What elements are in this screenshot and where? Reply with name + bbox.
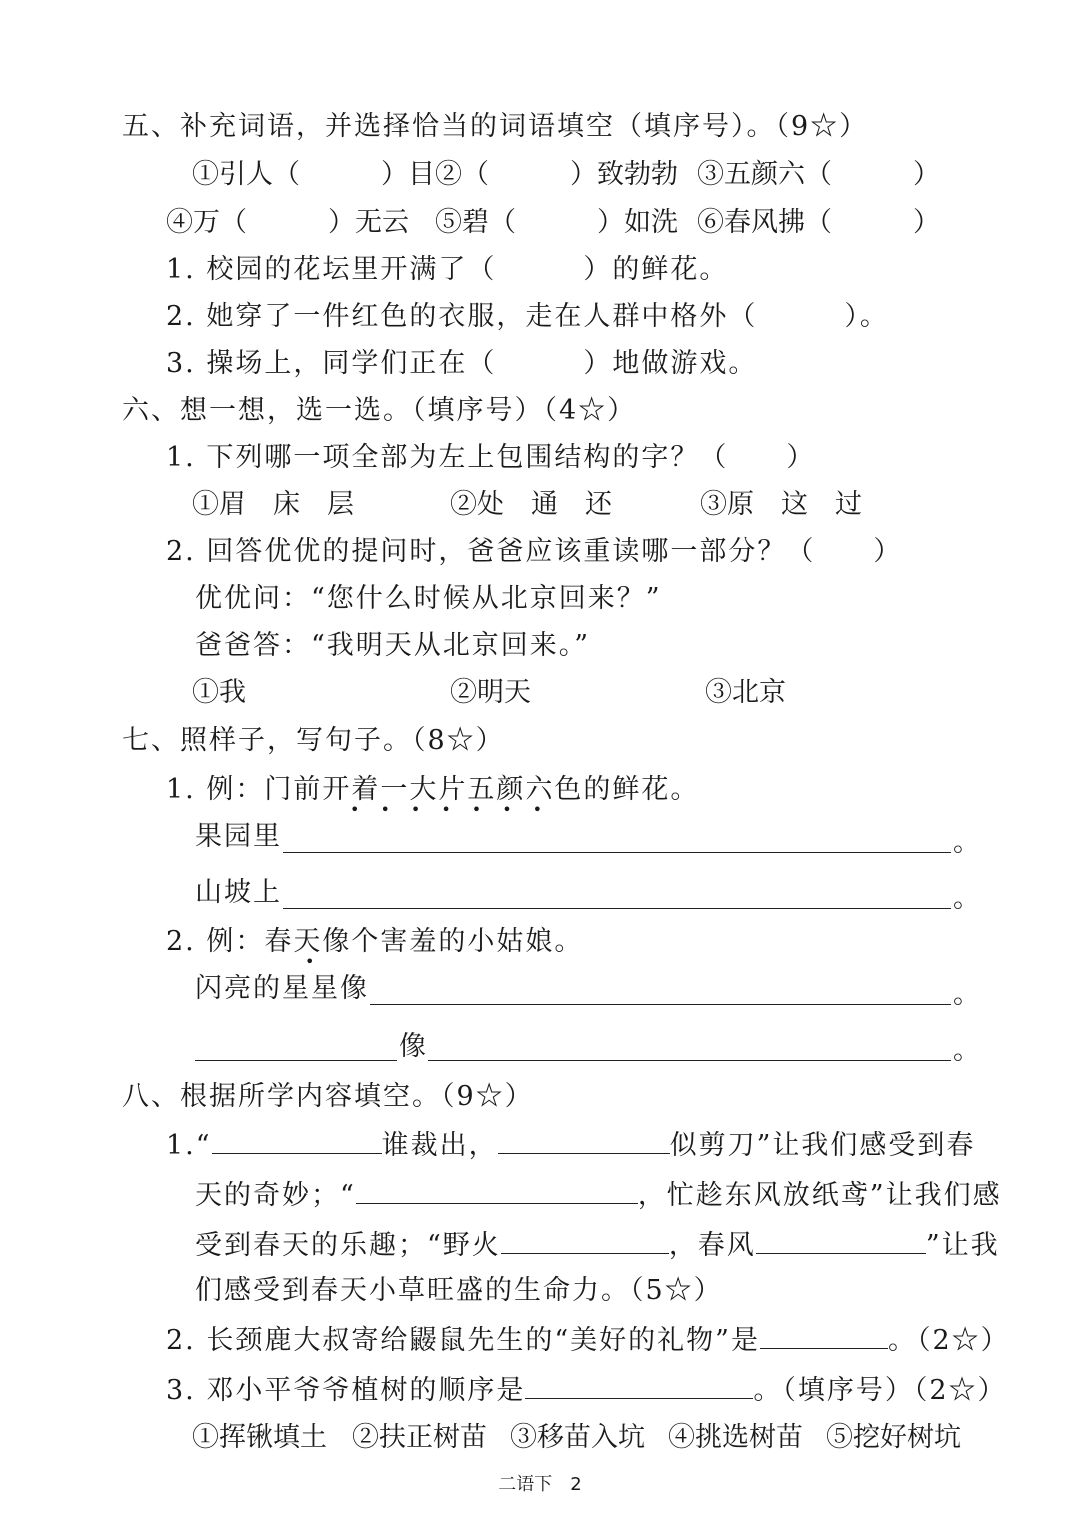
answer-blank[interactable] <box>498 1127 670 1154</box>
period: 。 <box>953 827 980 858</box>
answer-line[interactable] <box>370 1004 951 1005</box>
answer-line[interactable] <box>283 908 951 909</box>
section-8-title: 八、根据所学内容填空。（9☆） <box>122 1081 534 1112</box>
s5-question-3: 3. 操场上，同学们正在（ ）地做游戏。 <box>166 348 758 379</box>
answer-blank[interactable] <box>760 1322 888 1349</box>
s6-q2-option-3: ③北京 <box>705 677 786 708</box>
section-7-title: 七、照样子，写句子。（8☆） <box>122 725 505 756</box>
s7-prompt-hillside: 山坡上 <box>195 877 282 908</box>
s7-example-2: 2. 例：春天像个害羞的小姑娘。 <box>166 926 584 957</box>
s6-q2-option-1: ①我 <box>192 677 246 708</box>
page-footer: 二语下 2 <box>498 1474 582 1495</box>
answer-blank[interactable] <box>525 1372 753 1399</box>
s6-q2-option-2: ②明天 <box>450 677 531 708</box>
s6-q1-option-2: ②处 通 还 <box>450 489 612 520</box>
period: 。 <box>953 979 980 1010</box>
s6-q1-option-3: ③原 这 过 <box>700 489 862 520</box>
answer-blank[interactable] <box>212 1127 382 1154</box>
s5-question-2: 2. 她穿了一件红色的衣服，走在人群中格外（ ）。 <box>166 301 889 332</box>
s7-prompt-orchard: 果园里 <box>195 821 282 852</box>
s6-q2-ask: 优优问：“您什么时候从北京回来？” <box>195 583 662 614</box>
period: 。 <box>953 1035 980 1066</box>
answer-line[interactable] <box>428 1060 951 1061</box>
section-6-title: 六、想一想，选一选。（填序号）（4☆） <box>122 395 637 426</box>
answer-blank[interactable] <box>356 1177 638 1204</box>
s7-prompt-like: 像 <box>399 1031 428 1062</box>
emphasis-dot: • <box>305 952 336 971</box>
word-option-3: ③五颜六（ ） <box>697 159 940 190</box>
period: 。 <box>953 883 980 914</box>
s8-question-2: 2. 长颈鹿大叔寄给鼹鼠先生的“美好的礼物”是 。（2☆） <box>166 1322 1010 1358</box>
word-option-6: ⑥春风拂（ ） <box>697 207 940 238</box>
answer-line[interactable] <box>195 1060 397 1061</box>
s8-q3-option-1: ①挥锹填土 <box>192 1422 327 1453</box>
emphasis-dots: ••••••• <box>350 800 564 819</box>
s8-q3-option-5: ⑤挖好树坑 <box>826 1422 961 1453</box>
s6-q2-answer: 爸爸答：“我明天从北京回来。” <box>195 630 591 661</box>
answer-line[interactable] <box>283 852 951 853</box>
s8-q3-option-4: ④挑选树苗 <box>668 1422 803 1453</box>
word-option-4: ④万（ ）无云 <box>166 207 409 238</box>
section-5-title: 五、补充词语，并选择恰当的词语填空（填序号）。（9☆） <box>122 111 869 142</box>
s6-question-2: 2. 回答优优的提问时，爸爸应该重读哪一部分？（ ） <box>166 536 903 567</box>
word-option-2: ②（ ）致勃勃 <box>435 159 678 190</box>
s7-prompt-stars: 闪亮的星星像 <box>195 973 369 1004</box>
answer-blank[interactable] <box>756 1227 926 1254</box>
s8-question-3: 3. 邓小平爷爷植树的顺序是 。（填序号）（2☆） <box>166 1372 1007 1408</box>
s8-q3-option-2: ②扶正树苗 <box>352 1422 487 1453</box>
s7-example-1: 1. 例：门前开着一大片五颜六色的鲜花。 <box>166 774 700 805</box>
s6-q1-option-1: ①眉 床 层 <box>192 489 354 520</box>
s8-q1-line-4: 们感受到春天小草旺盛的生命力。（5☆） <box>195 1275 723 1306</box>
word-option-1: ①引人（ ）目 <box>192 159 435 190</box>
s5-question-1: 1. 校园的花坛里开满了（ ）的鲜花。 <box>166 254 729 285</box>
s6-question-1: 1. 下列哪一项全部为左上包围结构的字？（ ） <box>166 442 816 473</box>
word-option-5: ⑤碧（ ）如洗 <box>435 207 678 238</box>
s8-q3-option-3: ③移苗入坑 <box>510 1422 645 1453</box>
s8-q1-line-2: 天的奇妙；“ ，忙趁东风放纸鸢”让我们感 <box>195 1177 1002 1213</box>
s8-q1-line-1: 1.“ 谁裁出， 似剪刀”让我们感受到春 <box>166 1127 975 1163</box>
answer-blank[interactable] <box>501 1227 669 1254</box>
s8-q1-line-3: 受到春天的乐趣；“野火 ，春风 ”让我 <box>195 1227 1000 1263</box>
